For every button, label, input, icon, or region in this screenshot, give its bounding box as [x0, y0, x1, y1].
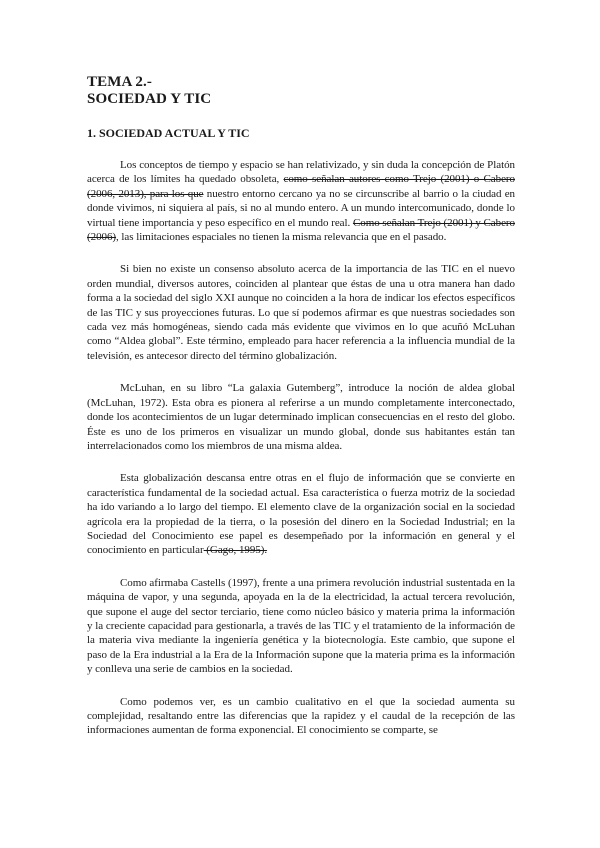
paragraph-1-text-b: nuestro entorno cercano ya no se circunscribe al barrio o la ciudad en donde vivimos, ni siquiera al país, si no al mundo entero. A un mundo intercomunicado, donde lo virtual tiene importancia y peso específico en el mundo real. — [87, 187, 515, 229]
paragraph-1-text-c: , las limitaciones espaciales no tienen la misma relevancia que en el pasado. — [116, 231, 447, 244]
paragraph-4 — [87, 471, 515, 557]
paragraph-1-struck-citation-2: Como señalan Trejo (2001) y Cabero (2006) — [87, 216, 515, 244]
section-title: 1. SOCIEDAD ACTUAL Y TIC — [87, 126, 250, 140]
chapter-number: TEMA 2.- — [87, 74, 152, 90]
paragraph-1-struck-citation-1: como señalan autores como Trejo (2001) o Cabero (2006, 2013), para los que — [87, 173, 515, 200]
document-body — [87, 74, 515, 738]
paragraph-4-text-a: Esta globalización descansa entre otras en el flujo de información que se convierte en característica fundamental de la sociedad actual. Esa característica o fuerza motriz de la sociedad ha ido variando a lo largo del tiempo. El elemento clave de la organización social en la sociedad agrícola era la propiedad de la tierra, o la posesión del dinero en la Sociedad Industrial; en la Sociedad del Conocimiento ese papel es desempeñado por la información en general y el conocimiento en particular — [87, 472, 515, 557]
chapter-heading — [87, 74, 515, 108]
paragraph-6: Como podemos ver, es un cambio cualitativo en el que la sociedad aumenta su complejidad, resaltando entre las diferencias que la rapidez y el caudal de la recepción de las informaciones aumentan de forma exponencial. El conocimiento se comparte, se — [87, 695, 515, 737]
paragraph-1 — [87, 158, 515, 244]
chapter-title: SOCIEDAD Y TIC — [87, 91, 212, 107]
paragraph-5: Como afirmaba Castells (1997), frente a una primera revolución industrial sustentada en la máquina de vapor, y una segunda, apoyada en la de la electricidad, la actual tercera revolución, que supone el auge del sector terciario, tiene como núcleo básico y materia prima la información y la creciente capacidad para gestionarla, a través de las TIC y el tratamiento de la información de la materia viva mediante la ingeniería genética y la biotecnología. Este cambio, que supone el paso de la Era industrial a la Era de la Información supone que la materia prima es la información y conlleva una serie de cambios en la sociedad. — [87, 576, 515, 676]
paragraph-4-struck-citation: (Gago, 1995). — [203, 544, 268, 557]
paragraph-2: Si bien no existe un consenso absoluto acerca de la importancia de las TIC en el nuevo orden mundial, diversos autores, coinciden al plantear que éstas de una u otra manera han dado forma a la sociedad del siglo XXI aunque no coinciden a la hora de indicar los efectos específicos de las TIC y sus proyecciones futuras. Lo que sí podemos afirmar es que nuestras sociedades son cada vez más homogéneas, siendo cada más evidente que vivimos en lo que acuñó McLuhan como “Aldea global”. Este término, empleado para hacer referencia a la influencia mundial de la televisión, es antecesor directo del término globalización. — [87, 263, 515, 362]
paragraph-1-text-a: Los conceptos de tiempo y espacio se han relativizado, y sin duda la concepción de Platón acerca de los límites ha quedado obsoleta, — [87, 159, 515, 186]
paragraph-3: McLuhan, en su libro “La galaxia Gutemberg”, introduce la noción de aldea global (McLuhan, 1972). Esta obra es pionera al referirse a un mundo completamente interconectado, donde los acontecimientos de un lugar determinado implican consecuencias en el resto del globo. Éste es uno de los primeros en visualizar un mundo global, donde sus habitantes están tan interrelacionados como los miembros de una misma aldea. — [87, 382, 515, 452]
